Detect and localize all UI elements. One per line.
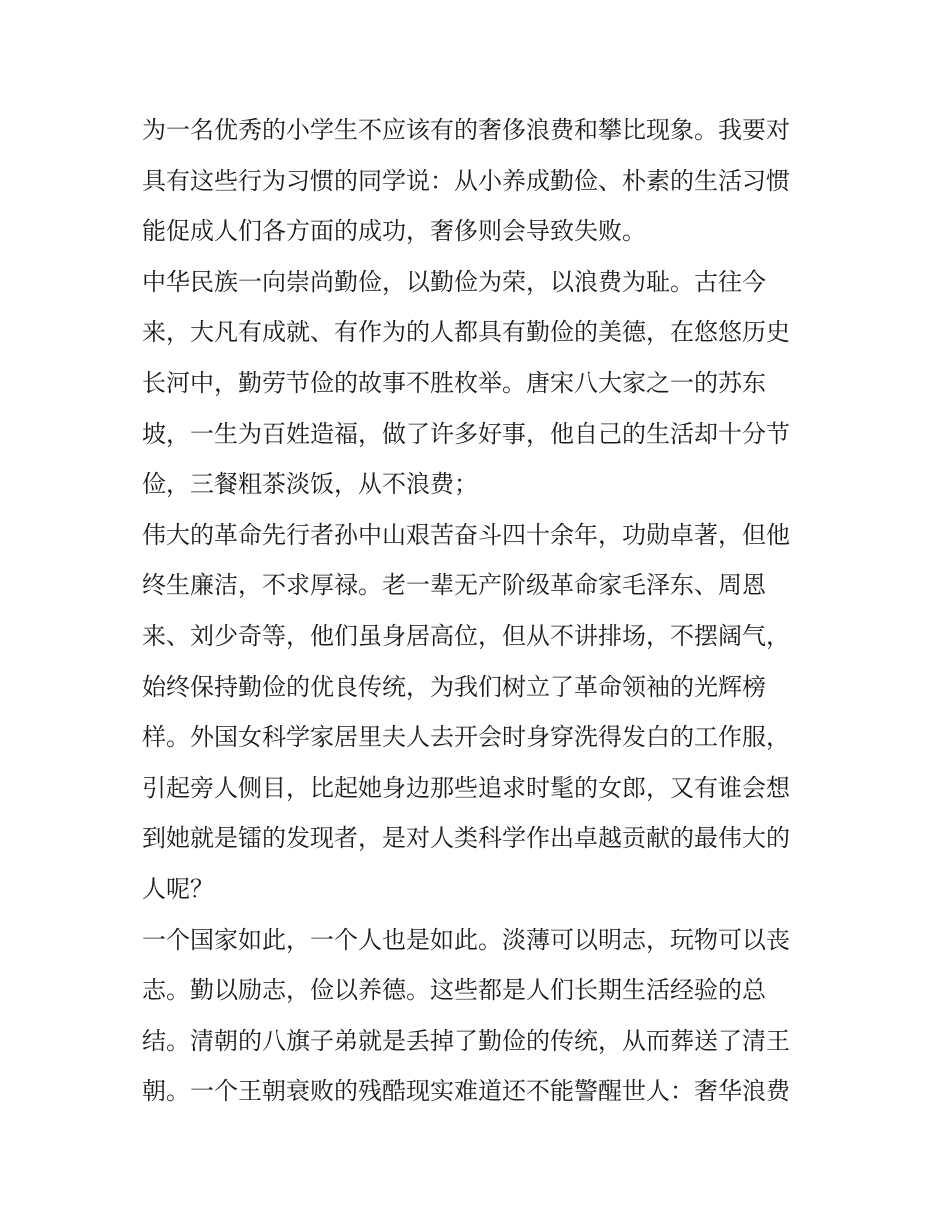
- text-line: 结。清朝的八旗子弟就是丢掉了勤俭的传统，从而葬送了清王: [142, 1026, 790, 1055]
- body-text: [142, 105, 842, 1117]
- text-line: 始终保持勤俭的优良传统，为我们树立了革命领袖的光辉榜: [142, 672, 766, 701]
- text-line: 来、刘少奇等，他们虽身居高位，但从不讲排场，不摆阔气，: [142, 621, 790, 650]
- text-line: 样。外国女科学家居里夫人去开会时身穿洗得发白的工作服，: [142, 723, 790, 752]
- text-line: 朝。一个王朝衰败的残酷现实难道还不能警醒世人：奢华浪费: [142, 1077, 790, 1106]
- text-line: 一个国家如此，一个人也是如此。淡薄可以明志，玩物可以丧: [142, 925, 790, 954]
- text-line: 伟大的革命先行者孙中山艰苦奋斗四十余年，功勋卓著，但他: [142, 520, 790, 549]
- text-line: 为一名优秀的小学生不应该有的奢侈浪费和攀比现象。我要对: [142, 116, 790, 144]
- text-line: 引起旁人侧目，比起她身边那些追求时髦的女郎，又有谁会想: [142, 773, 790, 802]
- text-line: 志。勤以励志，俭以养德。这些都是人们长期生活经验的总: [142, 976, 766, 1005]
- text-line: 俭，三餐粗茶淡饭，从不浪费；: [142, 470, 478, 499]
- text-line: 具有这些行为习惯的同学说：从小养成勤俭、朴素的生活习惯: [142, 166, 790, 195]
- text-line: 长河中，勤劳节俭的故事不胜枚举。唐宋八大家之一的苏东: [142, 368, 766, 397]
- text-line: 到她就是镭的发现者，是对人类科学作出卓越贡献的最伟大的: [142, 824, 790, 853]
- text-line: 坡，一生为百姓造福，做了许多好事，他自己的生活却十分节: [142, 419, 790, 448]
- text-line: 能促成人们各方面的成功，奢侈则会导致失败。: [142, 217, 646, 246]
- text-line: 终生廉洁，不求厚禄。老一辈无产阶级革命家毛泽东、周恩: [142, 571, 766, 600]
- text-line: 中华民族一向崇尚勤俭，以勤俭为荣，以浪费为耻。古往今: [142, 267, 766, 296]
- text-line: 人呢？: [142, 874, 214, 903]
- text-line: 来，大凡有成就、有作为的人都具有勤俭的美德，在悠悠历史: [142, 318, 790, 347]
